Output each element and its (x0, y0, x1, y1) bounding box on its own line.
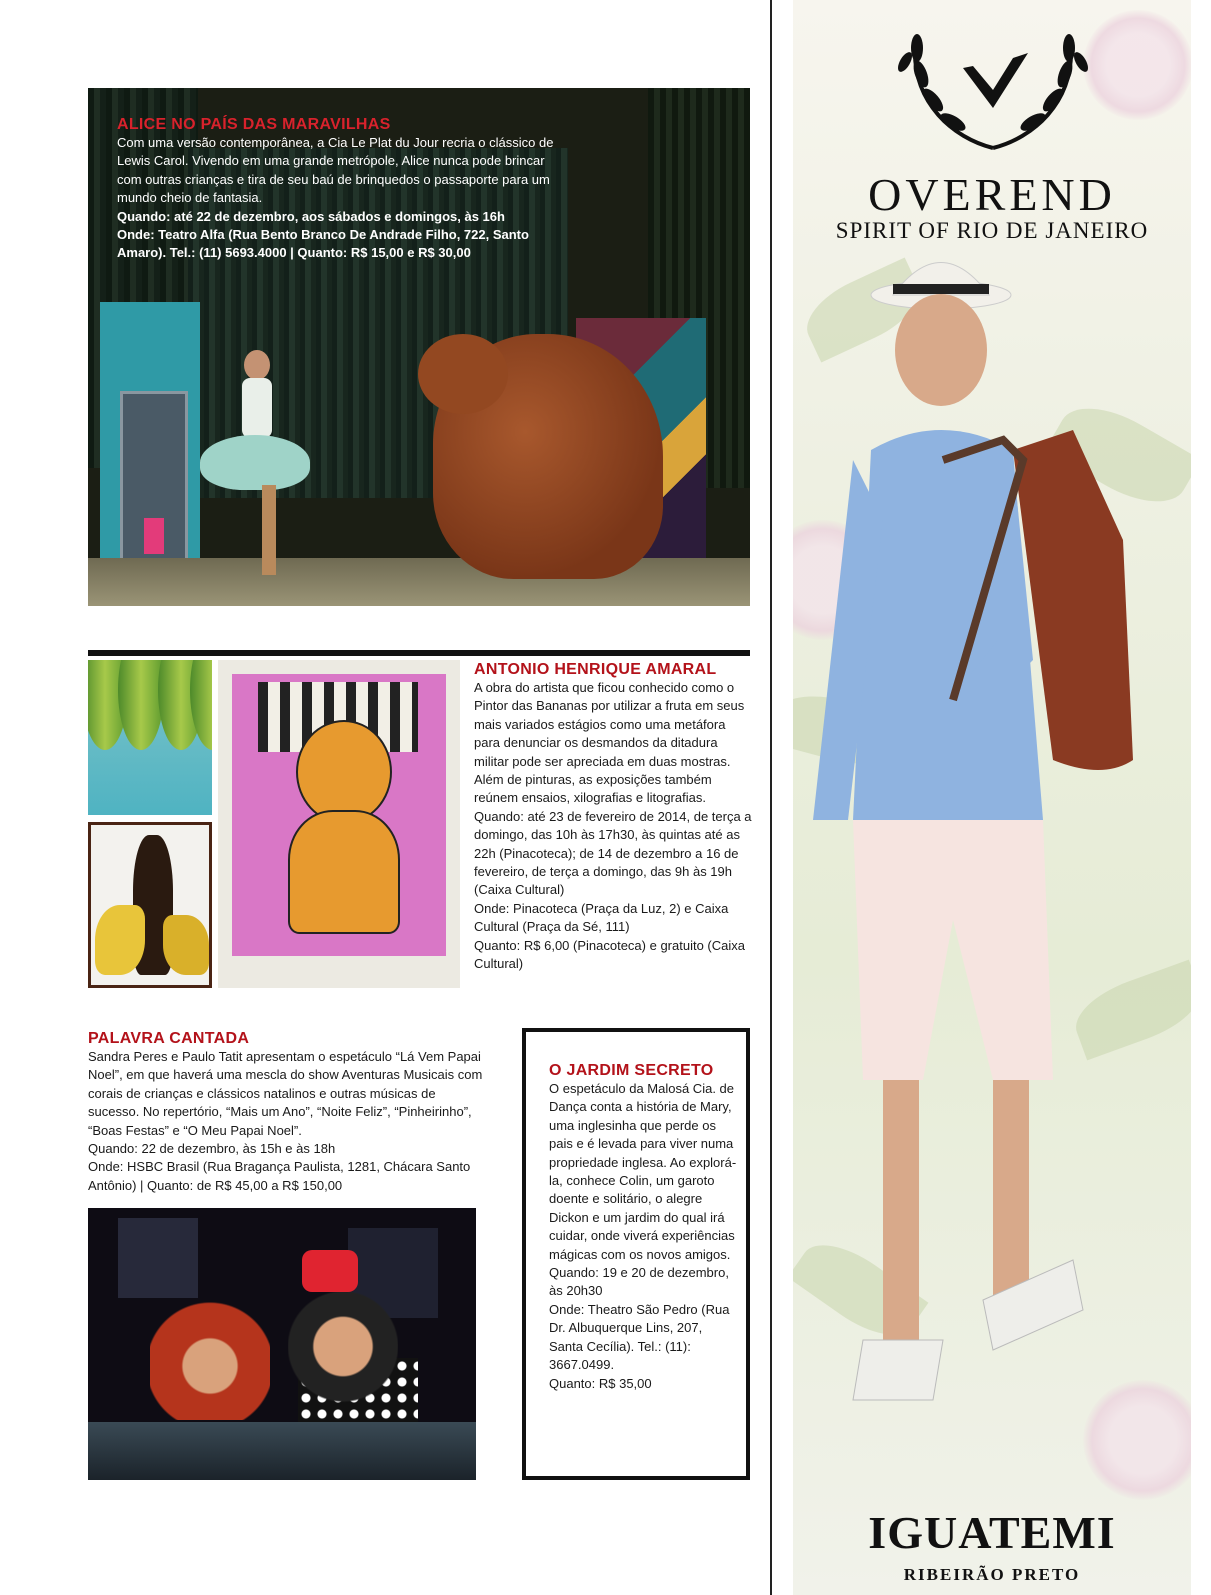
amaral-when: Quando: até 23 de fevereiro de 2014, de terça a domingo, das 10h às 17h30, às quintas até as 22h (Pinacoteca); de 14 de dezembro a 16 de fevereiro, de terça a domingo, das 9h às 19h (Caixa Cultural) (474, 808, 752, 898)
palavra-title: PALAVRA CANTADA (88, 1030, 250, 1047)
jardim-where: Onde: Theatro São Pedro (Rua Dr. Albuquerque Lins, 207, Santa Cecília). Tel.: (11): 3667.0499. (549, 1301, 730, 1373)
overend-ad (793, 0, 1191, 1595)
banana-painting-figure (88, 822, 212, 988)
model-figure (793, 260, 1191, 1460)
alice-body: Com uma versão contemporânea, a Cia Le Plat du Jour recria o clássico de Lewis Carol. Vivendo em uma grande metrópole, Alice nunca pode brincar com outras crianças e tira de seu baú de brinquedos o passaporte para um mundo cheio de fantasia. (117, 135, 554, 206)
amaral-body: A obra do artista que ficou conhecido como o Pintor das Bananas por utilizar a fruta em seus mais variados estágios como uma metáfora para denunciar os desmandos da ditadura militar pode ser apreciada em duas mostras. Além de pinturas, as exposições também reúnem ensaios, xilografias e litografias. (474, 680, 745, 806)
palavra-article (88, 1030, 488, 1195)
amaral-where: Onde: Pinacoteca (Praça da Luz, 2) e Caixa Cultural (Praça da Sé, 111) (474, 900, 729, 935)
palavra-when: Quando: 22 de dezembro, às 15h e às 18h (88, 1141, 336, 1157)
alice-where: Onde: Teatro Alfa (Rua Bento Branco De Andrade Filho, 722, Santo Amaro). Tel.: (11) 5693.4000 | Quanto: R$ 15,00 e R$ 30,00 (117, 227, 529, 261)
jardim-price: Quanto: R$ 35,00 (549, 1375, 652, 1391)
jardim-title: O JARDIM SECRETO (549, 1062, 714, 1079)
brand-name: OVEREND (868, 169, 1116, 220)
amaral-title: ANTONIO HENRIQUE AMARAL (474, 661, 717, 678)
mall-name: IGUATEMI (868, 1507, 1116, 1558)
laurel-logo-icon (893, 8, 1093, 158)
section-rule (88, 650, 750, 656)
banana-painting-green (88, 660, 212, 815)
palavra-where: Onde: HSBC Brasil (Rua Bragança Paulista, 1281, Chácara Santo Antônio) | Quanto: de R$ 45,00 a R$ 150,00 (88, 1159, 471, 1193)
palavra-body: Sandra Peres e Paulo Tatit apresentam o espetáculo “Lá Vem Papai Noel”, em que haverá uma mescla do show Aventuras Musicais com corais de crianças e clássicos natalinos e outras músicas de sucesso. No repertório, “Mais um Ano”, “Noite Feliz”, “Pinheirinho”, “Boas Festas” e “O Meu Papai Noel”. (88, 1049, 483, 1138)
jardim-article (549, 1062, 739, 1393)
column-divider (770, 0, 772, 1595)
amaral-price: Quanto: R$ 6,00 (Pinacoteca) e gratuito (Caixa Cultural) (474, 937, 745, 972)
jardim-when: Quando: 19 e 20 de dezembro, às 20h30 (549, 1265, 729, 1299)
alice-article (117, 116, 557, 263)
palavra-photo (88, 1208, 476, 1480)
alice-title: ALICE NO PAÍS DAS MARAVILHAS (117, 116, 391, 133)
alice-when: Quando: até 22 de dezembro, aos sábados e domingos, às 16h (117, 208, 505, 224)
woodcut-print (218, 660, 460, 988)
jardim-body: O espetáculo da Malosá Cia. de Dança conta a história de Mary, uma inglesinha que perde os pais e é levada para viver numa propriedade inglesa. Ao explorá-la, conhece Colin, um garoto doente e solitário, o alegre Dickon e um jardim do qual irá cuidar, onde viverá experiências mágicas com os novos amigos. (549, 1081, 737, 1262)
brand-tagline: SPIRIT OF RIO DE JANEIRO (835, 218, 1149, 243)
mall-city: RIBEIRÃO PRETO (903, 1565, 1081, 1584)
amaral-article (474, 661, 754, 974)
